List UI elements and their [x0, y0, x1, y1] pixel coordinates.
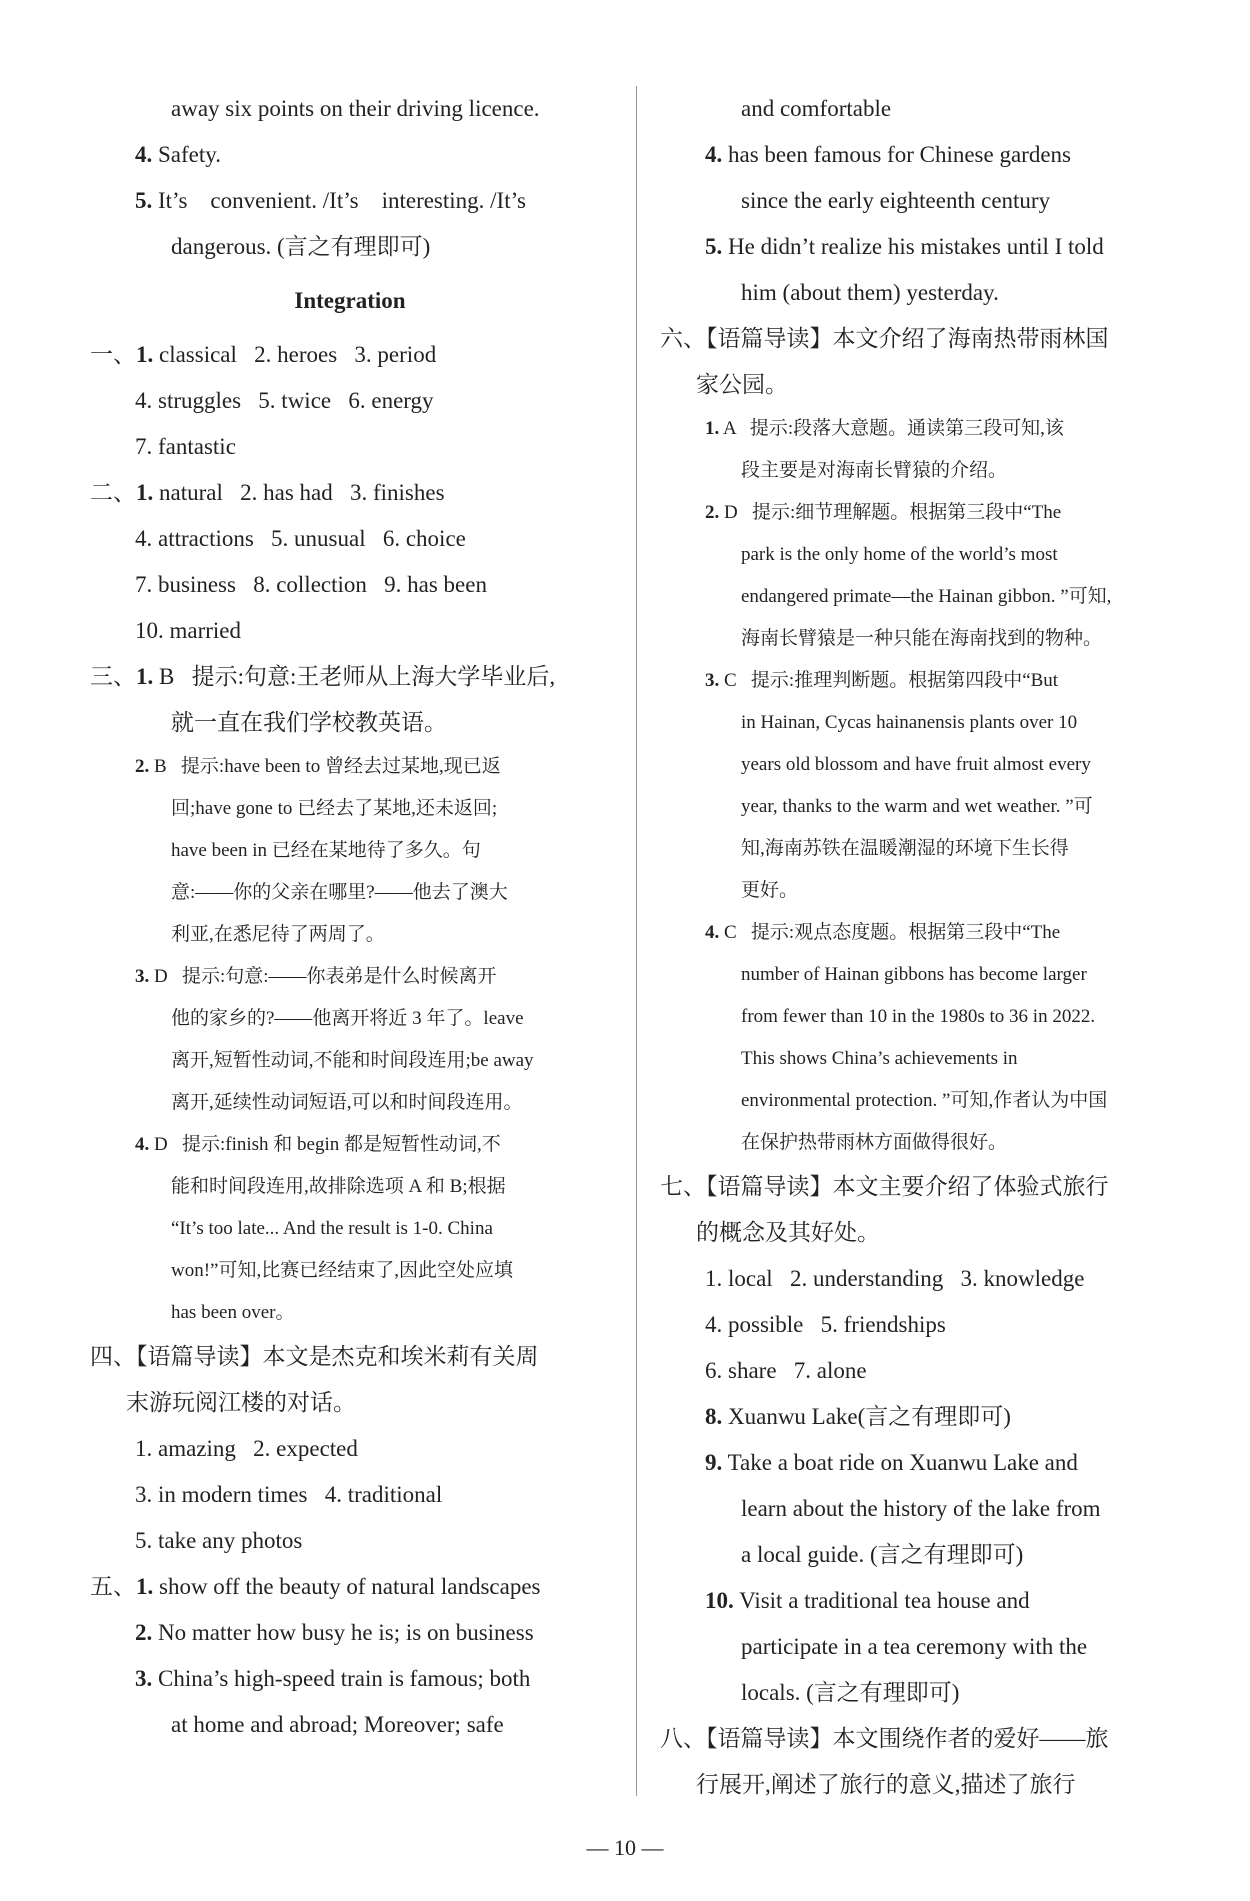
answer-text: 4. possible 5. friendships	[705, 1312, 946, 1337]
section-number: 四、	[90, 1344, 136, 1369]
question-number: 3.	[135, 966, 150, 987]
answer-line	[660, 492, 1190, 534]
answer-text: him (about them) yesterday.	[741, 280, 999, 305]
answer-line	[660, 1122, 1190, 1164]
question-number: 8.	[705, 1404, 723, 1429]
answer-text: at home and abroad; Moreover; safe	[171, 1712, 504, 1737]
answer-line	[90, 470, 610, 516]
section-number: 三、	[90, 664, 136, 689]
answer-line	[660, 618, 1190, 660]
answer-line	[90, 746, 610, 788]
answer-text: 能和时间段连用,故排除选项 A 和 B;根据	[171, 1176, 506, 1197]
answer-line	[660, 1578, 1190, 1624]
section-number: 七、	[660, 1174, 706, 1199]
right-column	[660, 86, 1190, 1808]
answer-text: 更好。	[741, 880, 799, 901]
answer-line	[660, 1440, 1190, 1486]
answer-text: won!”可知,比赛已经结束了,因此空处应填	[171, 1260, 513, 1281]
answer-line	[90, 1208, 610, 1250]
answer-line	[660, 912, 1190, 954]
answer-line	[90, 132, 610, 178]
answer-line	[90, 872, 610, 914]
question-number: 4.	[135, 142, 153, 167]
answer-line	[660, 1164, 1190, 1210]
answer-line	[90, 914, 610, 956]
answer-line	[660, 1394, 1190, 1440]
answer-line	[660, 1716, 1190, 1762]
answer-text: 的概念及其好处。	[696, 1220, 880, 1245]
answer-text: show off the beauty of natural landscapes	[159, 1574, 541, 1599]
answer-text: 6. share 7. alone	[705, 1358, 867, 1383]
answer-line	[90, 956, 610, 998]
answer-line	[660, 1256, 1190, 1302]
answer-text: A 提示:段落大意题。通读第三段可知,该	[722, 418, 1064, 439]
answer-line	[90, 608, 610, 654]
answer-text: 段主要是对海南长臂猿的介绍。	[741, 460, 1008, 481]
answer-line	[660, 1670, 1190, 1716]
answer-text: has been famous for Chinese gardens	[728, 142, 1071, 167]
answer-text: He didn’t realize his mistakes until I told	[728, 234, 1104, 259]
answer-line	[90, 86, 610, 132]
answer-text: 末游玩阅江楼的对话。	[126, 1390, 356, 1415]
answer-text: 7. fantastic	[135, 434, 236, 459]
section-number: 二、	[90, 480, 136, 505]
answer-line	[660, 86, 1190, 132]
question-number: 1.	[136, 664, 154, 689]
question-number: 1.	[136, 1574, 154, 1599]
answer-text: dangerous. (言之有理即可)	[171, 234, 431, 259]
answer-text: a local guide. (言之有理即可)	[741, 1542, 1024, 1567]
answer-text: and comfortable	[741, 96, 892, 121]
answer-text: 海南长臂猿是一种只能在海南找到的物种。	[741, 628, 1103, 649]
answer-text: 【语篇导读】本文介绍了海南热带雨林国	[706, 326, 1109, 351]
answer-text: China’s high-speed train is famous; both	[158, 1666, 531, 1691]
question-number: 1.	[136, 480, 154, 505]
answer-line	[90, 1564, 610, 1610]
question-number: 9.	[705, 1450, 723, 1475]
answer-text: participate in a tea ceremony with the	[741, 1634, 1088, 1659]
answer-line	[90, 1472, 610, 1518]
answer-text: D 提示:句意:——你表弟是什么时候离开	[154, 966, 497, 987]
answer-text: Xuanwu Lake(言之有理即可)	[728, 1404, 1011, 1429]
answer-line	[90, 1656, 610, 1702]
answer-text: in Hainan, Cycas hainanensis plants over 10	[741, 712, 1078, 733]
answer-line	[90, 516, 610, 562]
answer-line	[660, 1624, 1190, 1670]
left-column	[90, 86, 610, 1748]
answer-text: 4. struggles 5. twice 6. energy	[135, 388, 434, 413]
answer-line	[90, 1702, 610, 1748]
answer-text: since the early eighteenth century	[741, 188, 1051, 213]
section-number: 一、	[90, 342, 136, 367]
answer-text: B 提示:have been to 曾经去过某地,现已返	[154, 756, 501, 777]
answer-text: C 提示:观点态度题。根据第三段中“The	[724, 922, 1061, 943]
question-number: 2.	[705, 502, 720, 523]
answer-text: park is the only home of the world’s most	[741, 544, 1058, 565]
question-number: 1.	[705, 418, 720, 439]
answer-text: Take a boat ride on Xuanwu Lake and	[727, 1450, 1078, 1475]
question-number: 5.	[705, 234, 723, 259]
answer-text: locals. (言之有理即可)	[741, 1680, 960, 1705]
answer-line	[90, 1250, 610, 1292]
answer-text: have been in 已经在某地待了多久。句	[171, 840, 481, 861]
answer-line	[90, 998, 610, 1040]
answer-text: 【语篇导读】本文是杰克和埃米莉有关周	[136, 1344, 539, 1369]
page-number: — 10 —	[586, 1835, 664, 1860]
answer-text: D 提示:finish 和 begin 都是短暂性动词,不	[154, 1134, 501, 1155]
answer-text: 离开,短暂性动词,不能和时间段连用;be away	[171, 1050, 534, 1071]
answer-text: No matter how busy he is; is on business	[158, 1620, 534, 1645]
question-number: 4.	[705, 922, 720, 943]
answer-text: 10. married	[135, 618, 242, 643]
question-number: 10.	[705, 1588, 734, 1613]
answer-line	[90, 332, 610, 378]
answer-line	[90, 424, 610, 470]
answer-line	[90, 1166, 610, 1208]
answer-line	[660, 1038, 1190, 1080]
question-number: 5.	[135, 188, 153, 213]
answer-text: number of Hainan gibbons has become larger	[741, 964, 1087, 985]
question-number: 2.	[135, 1620, 153, 1645]
question-number: 4.	[705, 142, 723, 167]
answer-text: natural 2. has had 3. finishes	[159, 480, 445, 505]
section-title: Integration	[294, 288, 406, 313]
answer-text: 行展开,阐述了旅行的意义,描述了旅行	[696, 1772, 1076, 1797]
answer-text: 离开,延续性动词短语,可以和时间段连用。	[171, 1092, 523, 1113]
answer-line	[90, 830, 610, 872]
answer-text: “It’s too late... And the result is 1-0. China	[171, 1218, 493, 1239]
answer-text: Visit a traditional tea house and	[739, 1588, 1030, 1613]
question-number: 4.	[135, 1134, 150, 1155]
answer-text: It’s convenient. /It’s interesting. /It’s	[158, 188, 526, 213]
answer-text: 他的家乡的?——他离开将近 3 年了。leave	[171, 1008, 524, 1029]
answer-line	[660, 1080, 1190, 1122]
section-number: 六、	[660, 326, 706, 351]
answer-line	[660, 316, 1190, 362]
answer-line	[660, 870, 1190, 912]
answer-text: 利亚,在悉尼待了两周了。	[171, 924, 385, 945]
answer-line	[90, 1082, 610, 1124]
answer-line	[660, 786, 1190, 828]
answer-line	[660, 1348, 1190, 1394]
question-number: 2.	[135, 756, 150, 777]
answer-text: Safety.	[158, 142, 222, 167]
answer-text: classical 2. heroes 3. period	[159, 342, 437, 367]
answer-text: 回;have gone to 已经去了某地,还未返回;	[171, 798, 498, 819]
question-number: 3.	[135, 1666, 153, 1691]
answer-text: 意:——你的父亲在哪里?——他去了澳大	[171, 882, 508, 903]
answer-line	[660, 178, 1190, 224]
answer-line	[660, 408, 1190, 450]
answer-text: 1. local 2. understanding 3. knowledge	[705, 1266, 1085, 1291]
answer-text: 就一直在我们学校教英语。	[171, 710, 447, 735]
answer-line	[660, 996, 1190, 1038]
answer-text: 知,海南苏铁在温暖潮湿的环境下生长得	[741, 838, 1069, 859]
answer-text: 【语篇导读】本文主要介绍了体验式旅行	[706, 1174, 1109, 1199]
answer-line	[90, 788, 610, 830]
answer-line	[90, 224, 610, 270]
answer-line	[90, 654, 610, 700]
answer-line	[660, 660, 1190, 702]
answer-text: 1. amazing 2. expected	[135, 1436, 358, 1461]
answer-text: environmental protection. ”可知,作者认为中国	[741, 1090, 1108, 1111]
answer-text: 5. take any photos	[135, 1528, 303, 1553]
answer-text: from fewer than 10 in the 1980s to 36 in 2022.	[741, 1006, 1096, 1027]
answer-line	[660, 362, 1190, 408]
question-number: 1.	[136, 342, 154, 367]
question-number: 3.	[705, 670, 720, 691]
answer-line	[90, 562, 610, 608]
section-number: 五、	[90, 1574, 136, 1599]
answer-line	[90, 1334, 610, 1380]
answer-text: away six points on their driving licence.	[171, 96, 540, 121]
answer-text: learn about the history of the lake from	[741, 1496, 1101, 1521]
answer-text: This shows China’s achievements in	[741, 1048, 1018, 1069]
answer-line	[90, 1124, 610, 1166]
answer-line	[660, 1532, 1190, 1578]
column-divider	[636, 86, 637, 1796]
answer-text: year, thanks to the warm and wet weather. ”可	[741, 796, 1093, 817]
answer-line	[660, 744, 1190, 786]
answer-text: 在保护热带雨林方面做得很好。	[741, 1132, 1008, 1153]
answer-text: 【语篇导读】本文围绕作者的爱好——旅	[706, 1726, 1109, 1751]
answer-line	[660, 270, 1190, 316]
answer-text: C 提示:推理判断题。根据第四段中“But	[724, 670, 1059, 691]
answer-line	[660, 1210, 1190, 1256]
answer-line	[660, 224, 1190, 270]
answer-text: B 提示:句意:王老师从上海大学毕业后,	[159, 664, 556, 689]
answer-line	[660, 1302, 1190, 1348]
section-number: 八、	[660, 1726, 706, 1751]
answer-line	[660, 534, 1190, 576]
answer-line	[90, 1426, 610, 1472]
answer-line	[90, 178, 610, 224]
answer-line	[660, 576, 1190, 618]
answer-line	[660, 132, 1190, 178]
answer-line	[90, 1292, 610, 1334]
answer-line	[90, 700, 610, 746]
answer-line	[660, 1762, 1190, 1808]
answer-line	[90, 1380, 610, 1426]
answer-text: D 提示:细节理解题。根据第三段中“The	[724, 502, 1062, 523]
answer-text: years old blossom and have fruit almost every	[741, 754, 1091, 775]
answer-text: 家公园。	[696, 372, 788, 397]
answer-text: 7. business 8. collection 9. has been	[135, 572, 487, 597]
answer-line	[90, 1610, 610, 1656]
answer-line	[660, 1486, 1190, 1532]
answer-line	[90, 378, 610, 424]
answer-line	[90, 1518, 610, 1564]
answer-text: endangered primate—the Hainan gibbon. ”可知,	[741, 586, 1112, 607]
answer-line	[660, 702, 1190, 744]
answer-text: 3. in modern times 4. traditional	[135, 1482, 443, 1507]
answer-line	[660, 954, 1190, 996]
answer-line	[660, 828, 1190, 870]
answer-text: has been over。	[171, 1302, 295, 1323]
answer-line	[660, 450, 1190, 492]
answer-line	[90, 1040, 610, 1082]
answer-text: 4. attractions 5. unusual 6. choice	[135, 526, 466, 551]
